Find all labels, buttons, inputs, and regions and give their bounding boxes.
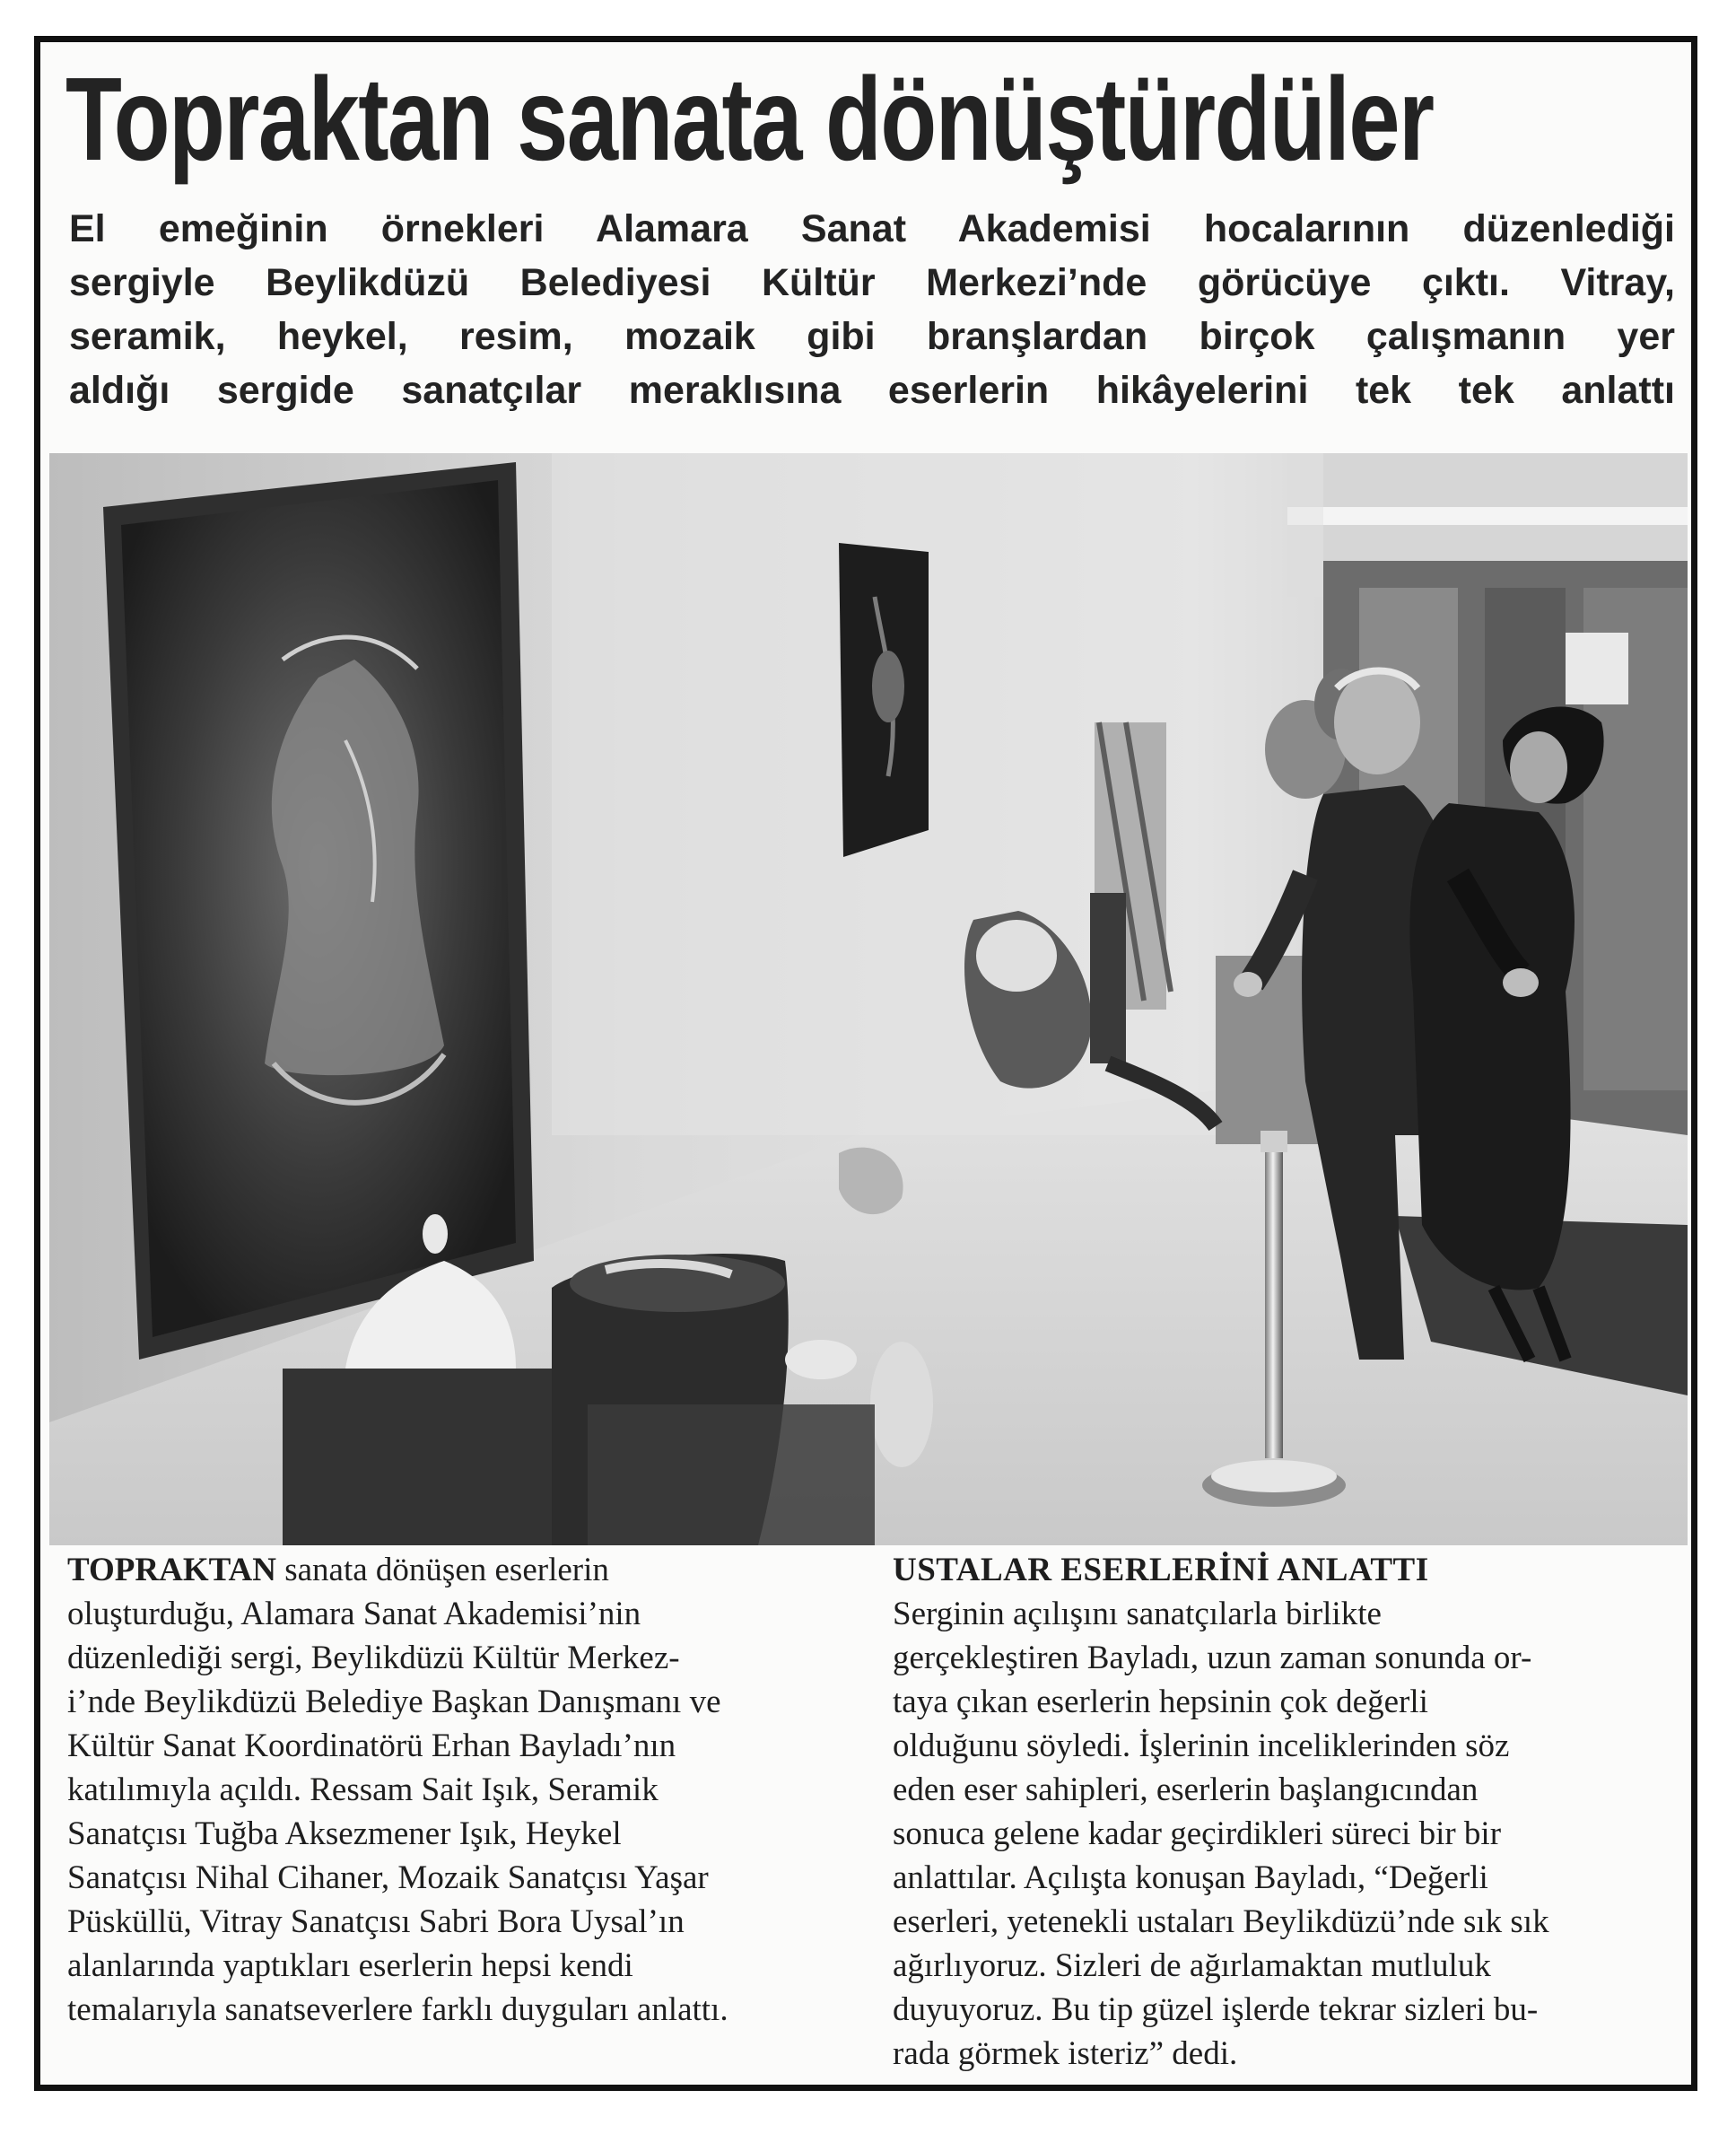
lead-word: TOPRAKTAN [67, 1552, 276, 1588]
body-line: ağırlıyoruz. Sizleri de ağırlamaktan mutluluk [893, 1947, 1491, 1984]
body-line: Serginin açılışını sanatçılarla birlikte [893, 1596, 1382, 1632]
deck-summary [69, 202, 1675, 417]
body-line: rada görmek isteriz” dedi. [893, 2035, 1238, 2072]
body-line: oluşturduğu, Alamara Sanat Akademisi’nin [67, 1596, 641, 1632]
body-line: Sanatçısı Nihal Cihaner, Mozaik Sanatçısı Yaşar [67, 1859, 709, 1896]
body-line: katılımıyla açıldı. Ressam Sait Işık, Seramik [67, 1771, 659, 1808]
headline: Topraktan sanata dönüştürdüler [65, 53, 1434, 185]
deck-line: sergiyle Beylikdüzü Belediyesi Kültür Merkezi’nde görücüye çıktı. Vitray, [69, 261, 1675, 304]
body-line: alanlarında yaptıkları eserlerin hepsi kendi [67, 1947, 633, 1984]
body-line: olduğunu söyledi. İşlerinin inceliklerinden söz [893, 1727, 1510, 1764]
body-line: duyuyoruz. Bu tip güzel işlerde tekrar sizleri bu- [893, 1991, 1539, 2028]
body-line: i’nde Beylikdüzü Belediye Başkan Danışmanı ve [67, 1684, 721, 1720]
deck-line: El emeğinin örnekleri Alamara Sanat Akademisi hocalarının düzenlediği [69, 207, 1675, 250]
body-line: temalarıyla sanatseverlere farklı duyguları anlattı. [67, 1991, 728, 2028]
exhibition-photo [49, 453, 1688, 1545]
body-line: eden eser sahipleri, eserlerin başlangıcından [893, 1771, 1479, 1808]
section-subhead: USTALAR ESERLERİNİ ANLATTI [893, 1552, 1429, 1588]
body-line: Sanatçısı Tuğba Aksezmener Işık, Heykel [67, 1815, 622, 1852]
body-line [67, 1548, 848, 1592]
article-body-left [67, 1548, 848, 2032]
deck-line: aldığı sergide sanatçılar meraklısına eserlerin hikâyelerini tek tek anlattı [69, 369, 1675, 412]
body-line: Kültür Sanat Koordinatörü Erhan Bayladı’nın [67, 1727, 676, 1764]
body-line: anlattılar. Açılışta konuşan Bayladı, “Değerli [893, 1859, 1488, 1896]
body-line: düzenlediği sergi, Beylikdüzü Kültür Merkez- [67, 1640, 680, 1676]
deck-line: seramik, heykel, resim, mozaik gibi branşlardan birçok çalışmanın yer [69, 315, 1675, 358]
body-line: taya çıkan eserlerin hepsinin çok değerli [893, 1684, 1428, 1720]
newspaper-clipping [34, 36, 1697, 2091]
article-body-right [893, 1548, 1664, 2076]
body-line: sonuca gelene kadar geçirdikleri süreci bir bir [893, 1815, 1502, 1852]
body-line: eserleri, yetenekli ustaları Beylikdüzü’nde sık sık [893, 1903, 1549, 1940]
body-line: Püsküllü, Vitray Sanatçısı Sabri Bora Uysal’ın [67, 1903, 685, 1940]
body-line: gerçekleştiren Bayladı, uzun zaman sonunda or- [893, 1640, 1532, 1676]
first-line-text: sanata dönüşen eserlerin [275, 1552, 609, 1588]
